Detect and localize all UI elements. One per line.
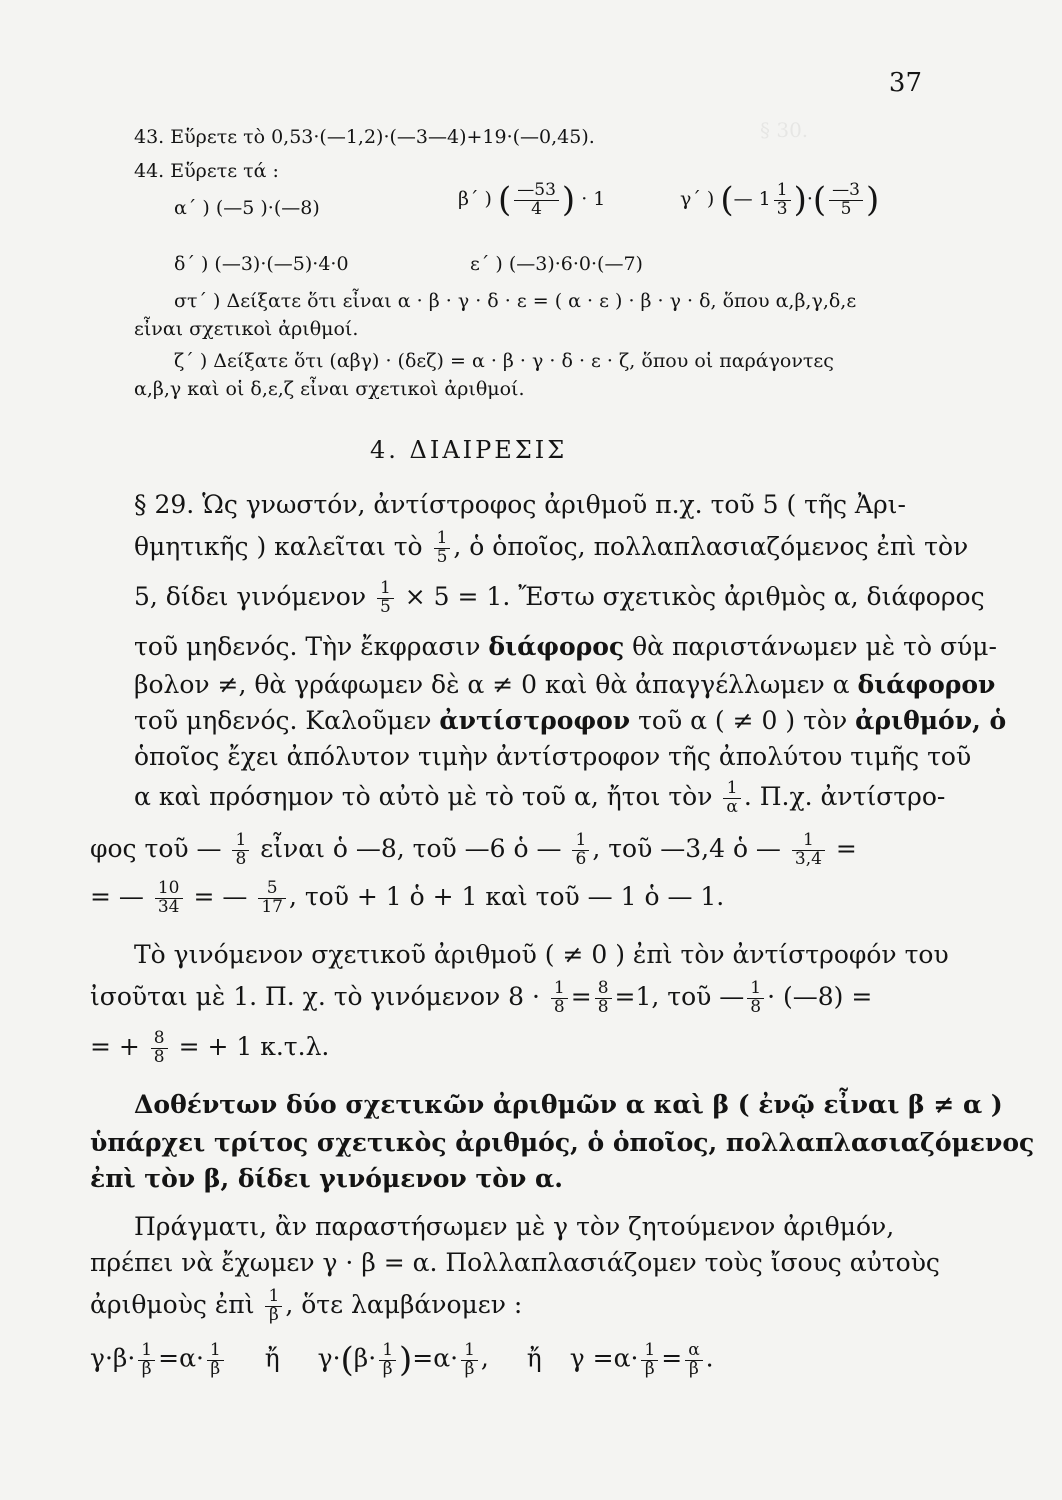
exercise-44-a: α΄ ) (—5 )·(—8) — [174, 197, 320, 219]
fraction: $\frac{\alpha}{\beta}$ — [685, 1342, 702, 1379]
paragraph-29-line10: = — $\frac{10}{34}$ = — $\frac{5}{17}$ , τοῦ + 1 ὁ + 1 καὶ τοῦ — 1 ὁ — 1. — [90, 878, 725, 917]
fraction: $\frac{1}{8}$ — [747, 980, 764, 1017]
fraction: $\frac{8}{8}$ — [151, 1030, 168, 1067]
proof-line1: Πράγματι, ἂν παραστήσωμεν μὲ γ τὸν ζητούμενον ἀριθμόν, — [134, 1212, 895, 1241]
paragraph-29-line1: § 29. Ὡς γνωστόν, ἀντίστροφος ἀριθμοῦ π.χ. τοῦ 5 ( τῆς Ἀρι- — [134, 490, 906, 519]
page-number: 37 — [888, 68, 922, 98]
fraction: $\frac{1}{6}$ — [572, 832, 589, 869]
paragraph-29-line2: θμητικῆς ) καλεῖται τὸ $\frac{1}{5}$ , ὁ ὁποῖος, πολλαπλασιαζόμενος ἐπὶ τὸν — [134, 528, 969, 567]
fraction: $\frac{1}{3,4}$ — [792, 832, 825, 869]
fraction: $\frac{—53}{4}$ — [514, 182, 559, 219]
fraction: $\frac{10}{34}$ — [155, 880, 183, 917]
proof-line2: πρέπει νὰ ἔχωμεν γ · β = α. Πολλαπλασιάζομεν τοὺς ἴσους αὐτοὺς — [90, 1248, 940, 1277]
paragraph-29-line3: 5, δίδει γινόμενον $\frac{1}{5}$ × 5 = 1. Ἔστω σχετικὸς ἀριθμὸς α, διάφορος — [134, 578, 985, 617]
fraction: $\frac{5}{17}$ — [258, 880, 286, 917]
final-equation: γ·β· $\frac{1}{\beta}$ =α· $\frac{1}{\beta}$ ἤ γ·(β· $\frac{1}{\beta}$ )=α· $\frac{1}{\beta}$ , ἤ γ =α· $\frac{1}{\beta}$ = $\frac{\alpha}{\beta}$ . — [90, 1339, 714, 1380]
fraction: $\frac{—3}{5}$ — [829, 182, 863, 219]
fraction: $\frac{1}{5}$ — [434, 530, 451, 567]
fraction: $\frac{1}{\beta}$ — [641, 1342, 658, 1379]
fraction: $\frac{1}{\beta}$ — [138, 1342, 155, 1379]
exercise-44: 44. Εὕρετε τά : — [134, 160, 279, 182]
paragraph-29-line9: φος τοῦ — $\frac{1}{8}$ εἶναι ὁ —8, τοῦ —6 ὁ — $\frac{1}{6}$ , τοῦ —3,4 ὁ — $\frac{1}{3,4}$ = — [90, 830, 857, 869]
paragraph-29-line13: = + $\frac{8}{8}$ = + 1 κ.τ.λ. — [90, 1028, 330, 1067]
fraction: $\frac{1}{8}$ — [551, 980, 568, 1017]
fraction: $\frac{1}{\beta}$ — [265, 1288, 282, 1325]
paragraph-29-line6: τοῦ μηδενός. Καλοῦμεν ἀντίστροφον τοῦ α ( ≠ 0 ) τὸν ἀριθμόν, ὁ — [134, 706, 1007, 735]
fraction: $\frac{1}{5}$ — [377, 580, 394, 617]
exercise-44-z-line1: ζ΄ ) Δείξατε ὅτι (αβγ) · (δεζ) = α · β · γ · δ · ε · ζ, ὅπου οἱ παράγοντες — [174, 350, 834, 372]
fraction: $\frac{1}{\beta}$ — [461, 1342, 478, 1379]
paragraph-29-line5: βολον ≠, θὰ γράφωμεν δὲ α ≠ 0 καὶ θὰ ἀπαγγέλλωμεν α διάφορον — [134, 670, 996, 699]
fraction: $\frac{1}{\alpha}$ — [723, 780, 740, 817]
fraction: $\frac{1}{3}$ — [774, 182, 791, 219]
paragraph-29-line12: ἰσοῦται μὲ 1. Π. χ. τὸ γινόμενον 8 · $\frac{1}{8}$ = $\frac{8}{8}$ =1, τοῦ — $\frac{1}{8}$ · (—8) = — [90, 978, 873, 1017]
theorem-line3: ἐπὶ τὸν β, δίδει γινόμενον τὸν α. — [90, 1164, 563, 1193]
exercise-44-b: β΄ ) ( $\frac{—53}{4}$ ) · 1 — [458, 179, 606, 220]
theorem-line2: ὑπάρχει τρίτος σχετικὸς ἀριθμός, ὁ ὁποῖος, πολλαπλασιαζόμενος — [90, 1128, 1035, 1157]
exercise-44-st-line1: στ΄ ) Δείξατε ὅτι εἶναι α · β · γ · δ · ε = ( α · ε ) · β · γ · δ, ὅπου α,β,γ,δ,ε — [174, 290, 857, 312]
exercise-44-z-line2: α,β,γ καὶ οἱ δ,ε,ζ εἶναι σχετικοὶ ἀριθμοί. — [134, 378, 525, 400]
section-heading: 4. ΔΙΑΙΡΕΣΙΣ — [370, 436, 568, 464]
fraction: $\frac{1}{8}$ — [232, 832, 249, 869]
paragraph-29-line11: Τὸ γινόμενον σχετικοῦ ἀριθμοῦ ( ≠ 0 ) ἐπὶ τὸν ἀντίστροφόν του — [134, 940, 949, 969]
theorem-line1: Δοθέντων δύο σχετικῶν ἀριθμῶν α καὶ β ( ἐνῷ εἶναι β ≠ α ) — [134, 1090, 1003, 1119]
proof-line3: ἀριθμοὺς ἐπὶ $\frac{1}{\beta}$ , ὅτε λαμβάνομεν : — [90, 1286, 523, 1325]
exercise-44-st-line2: εἶναι σχετικοὶ ἀριθμοί. — [134, 318, 359, 340]
exercise-44-e: ε΄ ) (—3)·6·0·(—7) — [470, 253, 643, 275]
bleed-through-text: § 30. — [760, 118, 809, 142]
exercise-43: 43. Εὕρετε τὸ 0,53·(—1,2)·(—3—4)+19·(—0,45). — [134, 126, 595, 148]
exercise-44-d: δ΄ ) (—3)·(—5)·4·0 — [174, 253, 349, 275]
exercise-44-c: γ΄ ) (— 1 $\frac{1}{3}$ )·( $\frac{—3}{5}$ ) — [680, 179, 880, 220]
fraction: $\frac{8}{8}$ — [595, 980, 612, 1017]
paragraph-29-line8: α καὶ πρόσημον τὸ αὐτὸ μὲ τὸ τοῦ α, ἤτοι τὸν $\frac{1}{\alpha}$ . Π.χ. ἀντίστρο- — [134, 778, 946, 817]
fraction: $\frac{1}{\beta}$ — [207, 1342, 224, 1379]
paragraph-29-line4: τοῦ μηδενός. Τὴν ἔκφρασιν διάφορος θὰ παριστάνωμεν μὲ τὸ σύμ- — [134, 632, 997, 661]
fraction: $\frac{1}{\beta}$ — [379, 1342, 396, 1379]
paragraph-29-line7: ὁποῖος ἔχει ἀπόλυτον τιμὴν ἀντίστροφον τῆς ἀπολύτου τιμῆς τοῦ — [134, 742, 972, 771]
